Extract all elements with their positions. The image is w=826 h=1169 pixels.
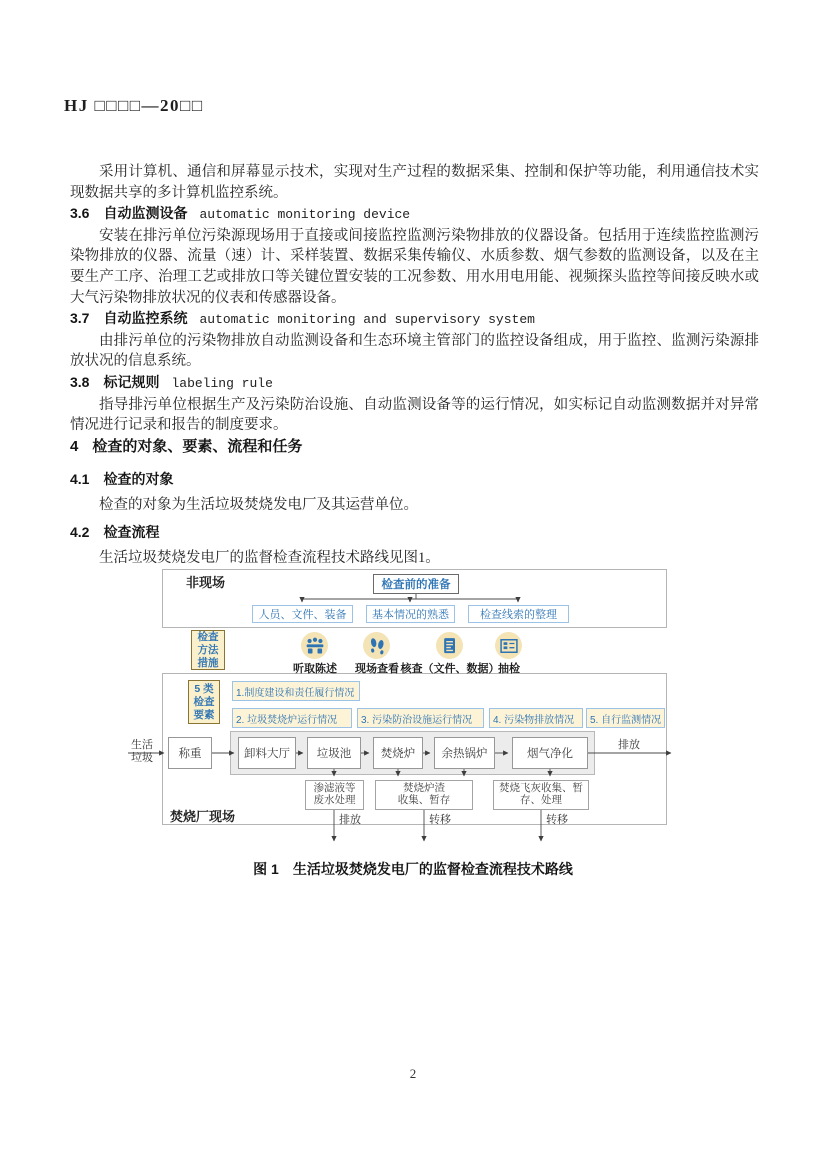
elements-label-line: 5 类	[194, 682, 214, 695]
paragraph-4-2: 生活垃圾焚烧发电厂的监督检查流程技术路线见图1。	[99, 549, 440, 566]
offsite-label: 非现场	[186, 575, 226, 590]
heading-number: 4.1	[70, 470, 90, 487]
sub-process-line: 废水处理	[313, 795, 356, 806]
prep-item-box: 基本情况的熟悉	[366, 605, 455, 623]
sub-process-box	[305, 780, 364, 810]
prep-item-box: 人员、文件、装备	[252, 605, 353, 623]
figure-caption-label: 图 1	[253, 861, 279, 877]
method-label: 现场查看	[355, 663, 399, 675]
emission-out-label: 排放	[618, 739, 640, 751]
footprints-icon	[363, 632, 390, 659]
methods-label-line: 措施	[197, 656, 219, 669]
sub-process-line: 存、处理	[520, 795, 562, 806]
input-label-line: 垃圾	[131, 752, 153, 764]
elements-label-box	[188, 680, 220, 724]
methods-label-line: 检查	[197, 630, 219, 643]
sub-out-label: 转移	[429, 814, 451, 826]
sub-process-line: 渗滤液等	[313, 782, 356, 794]
paragraph-3-8-definition: 指导排污单位根据生产及污染防治设施、自动监测设备等的运行情况，如实标记自动监测数据并对异常情况进行记录和报告的制度要求。	[70, 396, 759, 434]
heading-term-en: automatic monitoring device	[199, 207, 411, 223]
element-item-box: 1.制度建设和责任履行情况	[232, 681, 360, 701]
heading-term-zh: 自动监控系统	[103, 310, 188, 327]
elements-label-line: 要素	[193, 708, 215, 721]
heading-3-7	[70, 308, 759, 331]
prep-item-box: 检查线索的整理	[468, 605, 569, 623]
heading-number: 3.7	[70, 310, 90, 327]
process-box: 烟气净化	[512, 737, 588, 769]
sub-process-box	[375, 780, 473, 810]
page-number: 2	[409, 1066, 417, 1081]
prep-box: 检查前的准备	[373, 574, 459, 594]
sub-process-line: 焚烧炉渣	[403, 782, 445, 794]
sub-process-line: 收集、暂存	[397, 795, 451, 806]
method-label: 核查（文件、数据）	[400, 663, 500, 675]
element-item-box: 3. 污染防治设施运行情况	[357, 708, 484, 728]
sub-process-line: 焚烧飞灰收集、暂	[499, 782, 583, 794]
heading-term-zh: 自动监测设备	[103, 205, 188, 222]
doc-code: HJ □□□□—20□□	[64, 96, 204, 115]
elements-label-line: 检查	[193, 695, 215, 708]
heading-number: 3.6	[70, 205, 90, 222]
process-box: 焚烧炉	[373, 737, 423, 769]
heading-4-1	[70, 469, 759, 490]
heading-term-en: labeling rule	[171, 375, 273, 391]
process-box: 卸料大厅	[238, 737, 296, 769]
element-item-box: 5. 自行监测情况	[586, 708, 665, 728]
heading-3-8	[70, 372, 759, 395]
process-box: 垃圾池	[307, 737, 361, 769]
process-box: 余热锅炉	[434, 737, 495, 769]
input-label	[128, 739, 156, 765]
sub-out-label: 转移	[546, 814, 568, 826]
heading-term-zh: 标记规则	[103, 373, 160, 390]
heading-3-6	[70, 203, 759, 226]
methods-label-line: 方法	[197, 643, 219, 656]
sub-out-label: 排放	[339, 814, 361, 826]
paragraph-3-6-definition: 安装在排污单位污染源现场用于直接或间接监控监测污染物排放的仪器设备。包括用于连续监控监测污染物排放的仪器、流量（速）计、采样装置、数据采集传输仪、水质参数、烟气参数的监测设备，以及在主要生产工序、治理工艺或排放口等关键位置安装的工况参数、用水用电用能、视频探头监控等间接反映水或大气污染物排放状况的仪表和传感器设备。	[70, 227, 759, 306]
heading-4	[70, 436, 759, 457]
body-text	[70, 162, 759, 568]
figure-1-flowchart	[120, 563, 690, 855]
document-check-icon	[436, 632, 463, 659]
heading-number: 3.8	[70, 373, 90, 390]
spot-check-icon	[495, 632, 522, 659]
input-label-line: 生活	[131, 739, 153, 751]
heading-number: 4	[70, 437, 79, 455]
method-label: 抽检	[498, 663, 520, 675]
element-item-box: 4. 污染物排放情况	[489, 708, 583, 728]
element-item-box: 2. 垃圾焚烧炉运行情况	[232, 708, 352, 728]
process-box: 称重	[168, 737, 212, 769]
meeting-icon	[301, 632, 328, 659]
paragraph-4-1: 检查的对象为生活垃圾焚烧发电厂及其运营单位。	[99, 497, 418, 514]
methods-label-box	[191, 630, 225, 670]
heading-4-2	[70, 522, 759, 543]
method-label: 听取陈述	[293, 663, 337, 675]
heading-term-en: automatic monitoring and supervisory system	[199, 312, 535, 328]
figure-caption-title: 生活垃圾焚烧发电厂的监督检查流程技术路线	[292, 861, 573, 877]
onsite-label: 焚烧厂现场	[170, 809, 236, 824]
sub-process-box	[493, 780, 589, 810]
figure-caption	[0, 859, 826, 879]
paragraph-3-7-definition: 由排污单位的污染物排放自动监测设备和生态环境主管部门的监控设备组成，用于监控、监测污染源排放状况的信息系统。	[70, 332, 759, 370]
heading-title: 检查的对象	[103, 470, 174, 487]
paragraph-multi-computer-system: 采用计算机、通信和屏幕显示技术，实现对生产过程的数据采集、控制和保护等功能，利用通信技术实现数据共享的多计算机监控系统。	[70, 164, 759, 201]
heading-title: 检查的对象、要素、流程和任务	[92, 437, 303, 455]
heading-number: 4.2	[70, 523, 90, 540]
heading-title: 检查流程	[103, 523, 160, 540]
